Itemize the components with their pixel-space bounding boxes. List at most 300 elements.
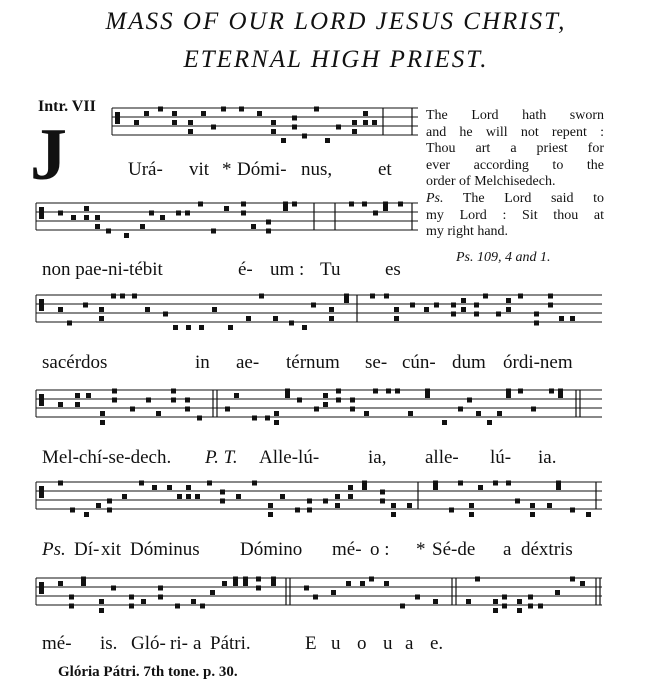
- neume-note: [83, 303, 88, 308]
- lyric-syllable: Dómi-: [237, 159, 287, 180]
- neume-note: [241, 211, 246, 216]
- neume-note: [58, 211, 63, 216]
- neume-note: [476, 411, 481, 416]
- neume-note: [451, 303, 456, 308]
- neume-note: [283, 206, 288, 211]
- lyric-syllable: o: [357, 633, 367, 654]
- neume-note: [69, 595, 74, 600]
- neume-note: [424, 307, 429, 312]
- neume-note: [400, 604, 405, 609]
- lyric-syllable: lú-: [490, 447, 512, 468]
- lyric-syllable: e.: [430, 633, 444, 654]
- page-subtitle: ETERNAL HIGH PRIEST.: [183, 46, 489, 73]
- neume-note: [152, 485, 157, 490]
- neume-note: [236, 494, 241, 499]
- paschal-time-marker: P. T.: [205, 447, 238, 468]
- neume-note: [99, 608, 104, 613]
- neume-note: [163, 312, 168, 317]
- translation-line: my Lord : Sit thou at: [426, 207, 604, 223]
- neume-note: [517, 599, 522, 604]
- neume-note: [506, 393, 511, 398]
- lyric-syllable: *: [222, 159, 232, 180]
- neume-note: [531, 407, 536, 412]
- neume-note: [349, 202, 354, 207]
- neume-note: [425, 393, 430, 398]
- translation-line: [426, 191, 604, 208]
- neume-note: [224, 206, 229, 211]
- lyric-syllable: mé-: [332, 539, 362, 560]
- neume-note: [111, 586, 116, 591]
- lyric-syllable: sacérdos: [42, 352, 108, 373]
- neume-note: [348, 494, 353, 499]
- neume-note: [329, 316, 334, 321]
- neume-note: [344, 298, 349, 303]
- lyric-syllable: mé-: [42, 633, 72, 654]
- neume-note: [451, 312, 456, 317]
- neume-note: [289, 321, 294, 326]
- neume-note: [394, 316, 399, 321]
- neume-note: [360, 581, 365, 586]
- neume-note: [323, 499, 328, 504]
- neume-note: [506, 389, 511, 394]
- neume-note: [395, 389, 400, 394]
- neume-note: [158, 586, 163, 591]
- neume-note: [132, 294, 137, 299]
- neume-note: [336, 389, 341, 394]
- neume-note: [580, 581, 585, 586]
- neume-note: [58, 581, 63, 586]
- lyric-syllable: vit: [189, 159, 210, 180]
- neume-note: [188, 120, 193, 125]
- neume-note: [538, 604, 543, 609]
- initial-letter: J: [30, 114, 67, 196]
- lyric-syllable: Pátri.: [210, 633, 251, 654]
- neume-note: [548, 303, 553, 308]
- neume-note: [106, 229, 111, 234]
- neume-note: [222, 581, 227, 586]
- neume-note: [124, 233, 129, 238]
- lyric-syllable: Sé-de: [432, 539, 476, 560]
- neume-note: [302, 134, 307, 139]
- neume-note: [211, 125, 216, 130]
- neume-note: [271, 581, 276, 586]
- neume-note: [487, 420, 492, 425]
- neume-note: [506, 481, 511, 486]
- neume-note: [256, 577, 261, 582]
- neume-note: [434, 303, 439, 308]
- neume-note: [75, 402, 80, 407]
- neume-note: [350, 407, 355, 412]
- neume-note: [211, 229, 216, 234]
- lyric-syllable: um :: [270, 259, 305, 280]
- neume-note: [314, 107, 319, 112]
- lyric-syllable: a: [193, 633, 202, 654]
- neume-note: [380, 490, 385, 495]
- neume-note: [502, 595, 507, 600]
- neume-note: [256, 586, 261, 591]
- neume-note: [228, 325, 233, 330]
- neume-note: [425, 389, 430, 394]
- neume-note: [160, 215, 165, 220]
- translation-line: and he will not repent :: [426, 124, 604, 140]
- neume-note: [274, 411, 279, 416]
- neume-note: [140, 224, 145, 229]
- neume-note: [99, 316, 104, 321]
- neume-note: [461, 298, 466, 303]
- neume-note: [81, 577, 86, 582]
- neume-note: [280, 494, 285, 499]
- neume-note: [158, 595, 163, 600]
- psalm-marker: Ps.: [42, 539, 66, 560]
- neume-note: [335, 494, 340, 499]
- neume-note: [302, 325, 307, 330]
- neume-note: [467, 398, 472, 403]
- translation-block: [426, 108, 604, 241]
- neume-note: [145, 307, 150, 312]
- neume-note: [530, 503, 535, 508]
- neume-note: [111, 294, 116, 299]
- lyric-syllable: u: [331, 633, 341, 654]
- clef-icon: [39, 486, 44, 498]
- lyric-syllable: es: [385, 259, 401, 280]
- neume-note: [186, 494, 191, 499]
- lyric-syllable: ia,: [368, 447, 387, 468]
- neume-note: [112, 389, 117, 394]
- neume-note: [410, 303, 415, 308]
- translation-line: Thou art a priest for: [426, 141, 604, 157]
- neume-note: [547, 503, 552, 508]
- neume-note: [177, 494, 182, 499]
- neume-note: [252, 481, 257, 486]
- neume-note: [493, 599, 498, 604]
- psalm-text: The Lord said to: [462, 190, 605, 206]
- neume-note: [586, 512, 591, 517]
- neume-note: [173, 325, 178, 330]
- neume-note: [167, 485, 172, 490]
- neume-note: [449, 508, 454, 513]
- page-title: MASS OF OUR LORD JESUS CHRIST,: [105, 8, 567, 35]
- neume-note: [336, 398, 341, 403]
- neume-note: [329, 307, 334, 312]
- neume-note: [274, 420, 279, 425]
- gloria-reference: Glória Pátri. 7th tone. p. 30.: [58, 664, 238, 680]
- neume-note: [220, 490, 225, 495]
- neume-note: [99, 599, 104, 604]
- neume-note: [129, 595, 134, 600]
- neume-note: [461, 307, 466, 312]
- neume-note: [433, 599, 438, 604]
- lyric-syllable: dum: [452, 352, 486, 373]
- neume-note: [556, 481, 561, 486]
- lyric-syllable: Dí-: [74, 539, 100, 560]
- neume-note: [130, 407, 135, 412]
- neume-note: [380, 499, 385, 504]
- neume-note: [331, 590, 336, 595]
- neume-note: [212, 307, 217, 312]
- neume-note: [112, 398, 117, 403]
- lyric-syllable: Mel-chí-se-dech.: [42, 447, 172, 468]
- neume-note: [146, 398, 151, 403]
- lyric-syllable: ri-: [170, 633, 188, 654]
- neume-note: [172, 120, 177, 125]
- lyric-syllable: in: [195, 352, 210, 373]
- neume-note: [517, 608, 522, 613]
- neume-note: [383, 202, 388, 207]
- neume-note: [323, 393, 328, 398]
- neume-note: [469, 512, 474, 517]
- neume-note: [433, 485, 438, 490]
- neume-note: [292, 125, 297, 130]
- lyric-syllable: non pae-ni-tébit: [42, 259, 163, 280]
- neume-note: [311, 303, 316, 308]
- neume-note: [271, 577, 276, 582]
- neume-note: [265, 416, 270, 421]
- neume-note: [475, 577, 480, 582]
- lyric-syllable: Dóminus: [130, 539, 200, 560]
- lyric-syllable: é-: [238, 259, 253, 280]
- translation-line: my right hand.: [426, 224, 509, 240]
- neume-note: [469, 503, 474, 508]
- neume-note: [483, 294, 488, 299]
- neume-note: [281, 138, 286, 143]
- neume-note: [570, 508, 575, 513]
- neume-note: [283, 202, 288, 207]
- neume-note: [129, 604, 134, 609]
- neume-note: [86, 393, 91, 398]
- neume-note: [207, 481, 212, 486]
- neume-note: [175, 604, 180, 609]
- neume-note: [144, 111, 149, 116]
- neume-note: [100, 411, 105, 416]
- neume-note: [570, 316, 575, 321]
- neume-note: [364, 411, 369, 416]
- lyric-syllable: déxtris: [521, 539, 573, 560]
- neume-note: [383, 206, 388, 211]
- neume-note: [266, 229, 271, 234]
- neume-note: [185, 398, 190, 403]
- neume-note: [243, 581, 248, 586]
- neume-note: [120, 294, 125, 299]
- neume-note: [58, 402, 63, 407]
- lyric-syllable: ia.: [538, 447, 557, 468]
- neume-note: [84, 215, 89, 220]
- neume-note: [70, 508, 75, 513]
- neume-note: [251, 224, 256, 229]
- neume-note: [81, 581, 86, 586]
- lyric-syllable: Gló-: [131, 633, 166, 654]
- neume-note: [502, 604, 507, 609]
- neume-note: [233, 577, 238, 582]
- neume-note: [386, 389, 391, 394]
- neume-note: [221, 107, 226, 112]
- neume-note: [84, 206, 89, 211]
- neume-note: [493, 481, 498, 486]
- neume-note: [186, 325, 191, 330]
- neume-note: [252, 416, 257, 421]
- neume-note: [241, 202, 246, 207]
- neume-note: [433, 481, 438, 486]
- neume-note: [373, 389, 378, 394]
- lyric-syllable: cún-: [402, 352, 436, 373]
- neume-note: [257, 111, 262, 116]
- neume-note: [58, 307, 63, 312]
- lyric-syllable: [42, 539, 66, 561]
- neume-note: [344, 294, 349, 299]
- neume-note: [369, 577, 374, 582]
- neume-note: [200, 604, 205, 609]
- neume-note: [69, 604, 74, 609]
- neume-note: [271, 120, 276, 125]
- neume-note: [407, 503, 412, 508]
- neume-note: [348, 485, 353, 490]
- translation-line: The Lord hath sworn: [426, 108, 604, 123]
- neume-note: [352, 129, 357, 134]
- neume-note: [149, 211, 154, 216]
- neume-note: [391, 503, 396, 508]
- neume-note: [373, 211, 378, 216]
- scripture-reference: Ps. 109, 4 and 1.: [456, 250, 551, 265]
- lyric-syllable: alle-: [425, 447, 459, 468]
- neume-note: [548, 294, 553, 299]
- neume-note: [391, 512, 396, 517]
- neume-note: [58, 481, 63, 486]
- neume-note: [362, 202, 367, 207]
- neume-note: [530, 512, 535, 517]
- neume-note: [363, 120, 368, 125]
- lyric-syllable: órdi-nem: [503, 352, 573, 373]
- neume-note: [314, 407, 319, 412]
- neume-note: [134, 120, 139, 125]
- neume-note: [518, 389, 523, 394]
- neume-note: [534, 312, 539, 317]
- neume-note: [506, 298, 511, 303]
- neume-note: [96, 503, 101, 508]
- lyric-syllable: u: [383, 633, 393, 654]
- neume-note: [201, 111, 206, 116]
- neume-note: [195, 494, 200, 499]
- clef-icon: [39, 207, 44, 219]
- neume-note: [555, 590, 560, 595]
- neume-note: [100, 420, 105, 425]
- lyric-syllable: se-: [365, 352, 388, 373]
- neume-note: [171, 398, 176, 403]
- neume-note: [398, 202, 403, 207]
- neume-note: [346, 581, 351, 586]
- lyric-syllable: [205, 447, 238, 469]
- lyric-syllable: is.: [100, 633, 118, 654]
- neume-note: [107, 508, 112, 513]
- neume-note: [352, 120, 357, 125]
- neume-note: [172, 111, 177, 116]
- neume-note: [176, 211, 181, 216]
- neume-note: [458, 481, 463, 486]
- neume-note: [313, 595, 318, 600]
- neume-note: [307, 508, 312, 513]
- neume-note: [234, 393, 239, 398]
- neume-note: [323, 402, 328, 407]
- neume-note: [271, 129, 276, 134]
- neume-note: [518, 294, 523, 299]
- neume-note: [295, 508, 300, 513]
- neume-note: [534, 321, 539, 326]
- neume-note: [474, 303, 479, 308]
- neume-note: [474, 312, 479, 317]
- lyric-syllable: a: [405, 633, 414, 654]
- neume-note: [493, 608, 498, 613]
- neume-note: [556, 485, 561, 490]
- clef-icon: [39, 394, 44, 406]
- neume-note: [84, 512, 89, 517]
- neume-note: [362, 485, 367, 490]
- neume-note: [297, 398, 302, 403]
- neume-note: [158, 107, 163, 112]
- neume-note: [394, 307, 399, 312]
- neume-note: [496, 312, 501, 317]
- neume-note: [559, 316, 564, 321]
- neume-note: [75, 393, 80, 398]
- neume-note: [185, 407, 190, 412]
- neume-note: [415, 595, 420, 600]
- neume-note: [570, 577, 575, 582]
- neume-note: [335, 503, 340, 508]
- neume-note: [188, 129, 193, 134]
- neume-note: [273, 316, 278, 321]
- neume-note: [220, 499, 225, 504]
- neume-note: [246, 316, 251, 321]
- neume-note: [95, 224, 100, 229]
- neume-note: [268, 512, 273, 517]
- neume-note: [497, 411, 502, 416]
- neume-note: [325, 138, 330, 143]
- neume-note: [285, 389, 290, 394]
- lyric-syllable: et: [378, 159, 392, 180]
- neume-note: [292, 202, 297, 207]
- lyric-syllable: E: [305, 633, 317, 654]
- neume-note: [506, 307, 511, 312]
- lyric-syllable: Alle-lú-: [259, 447, 320, 468]
- clef-icon: [115, 112, 120, 124]
- neume-note: [210, 590, 215, 595]
- neume-note: [243, 577, 248, 582]
- neume-note: [156, 411, 161, 416]
- neume-note: [336, 125, 341, 130]
- lyric-syllable: ae-: [236, 352, 260, 373]
- neume-note: [515, 499, 520, 504]
- neume-note: [372, 120, 377, 125]
- neume-note: [362, 481, 367, 486]
- lyric-syllable: Urá-: [128, 159, 163, 180]
- neume-note: [191, 599, 196, 604]
- lyric-syllable: Tu: [320, 259, 341, 280]
- psalm-label: Ps.: [426, 190, 444, 206]
- lyric-syllable: nus,: [301, 159, 333, 180]
- neume-note: [197, 416, 202, 421]
- neume-note: [259, 294, 264, 299]
- mode-label: Intr. VII: [38, 98, 96, 115]
- neume-note: [304, 586, 309, 591]
- neume-note: [185, 211, 190, 216]
- neume-note: [458, 407, 463, 412]
- neume-note: [122, 494, 127, 499]
- translation-line: ever according to the: [426, 157, 604, 173]
- neume-note: [239, 107, 244, 112]
- neume-note: [198, 202, 203, 207]
- neume-note: [549, 389, 554, 394]
- neume-note: [225, 407, 230, 412]
- neume-note: [466, 599, 471, 604]
- neume-note: [139, 481, 144, 486]
- neume-note: [268, 503, 273, 508]
